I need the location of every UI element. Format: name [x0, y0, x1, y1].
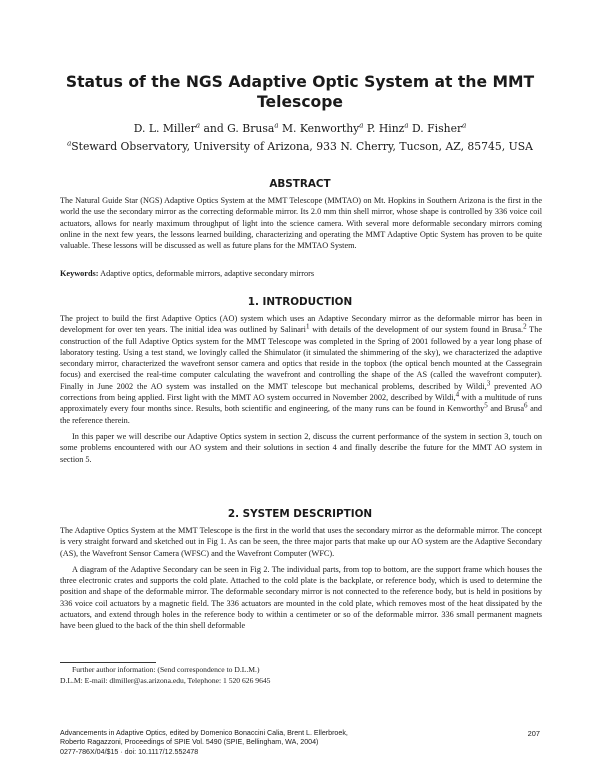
author-affil-mark: a — [404, 121, 409, 130]
footnote-line-2: D.L.M: E-mail: dlmiller@as.arizona.edu, Telephone: 1 520 626 9645 — [60, 675, 271, 685]
citation-3: 3 — [486, 379, 491, 388]
author-affil-mark: a — [359, 121, 364, 130]
author-affil-mark: a — [462, 121, 467, 130]
footer-line-2: Roberto Ragazzoni, Proceedings of SPIE Vol. 5490 (SPIE, Bellingham, WA, 2004) — [60, 738, 319, 747]
intro-text: The construction of the full Adaptive Optics system for the MMT Telescope was completed in the Spring of 2001 followed by a year long phase of laboratory testing. Using a test stand, we lovingly called the Shimulator (it simulated the shimmering of the sky), we characterized the adaptive secondary mirror, characterized the wavefront sensor camera and optics that reside in the topbox (the optical bench mounted at the Cassegrain focus) and exercised the real-time computer calculating the wavefront and controlling the shape of the AS (called the wavefront computer). Finally in June 2002 the AO system was installed on the MMT telescope but mechanical problems, described by Wildi, — [60, 325, 542, 391]
intro-text: with details of the development of our system found in Brusa. — [309, 325, 524, 335]
affiliation-mark: a — [67, 139, 72, 148]
author-fisher: D. Fisher — [408, 122, 463, 135]
intro-text: The project to build the first Adaptive Optics (AO) system which uses an Adaptive Secondary mirror as the deformable mirror has been in development for over ten years. The initial idea was outlined by Salinari — [60, 314, 542, 335]
author-brusa: and G. Brusa — [200, 122, 275, 135]
section-1-heading: 1. INTRODUCTION — [247, 296, 353, 308]
section-2-body — [60, 525, 542, 632]
intro-paragraph-1 — [60, 313, 542, 426]
publication-footer — [60, 729, 480, 757]
citation-5: 5 — [484, 401, 488, 410]
abstract-text: The Natural Guide Star (NGS) Adaptive Optics System at the MMT Telescope (MMTAO) on Mt. Hopkins in Southern Arizona is the first in the world the use the secondary mirror as the correcting deformable mirror. Its 2.0 mm thin shell mirror, whose shape is controlled by 336 voice coil actuators, allows for nearly maximum throughput of light into the science camera. With several more deformable secondary mirrors coming online in the next few years, the lessons learned building, characterizing and operating the MMT Adaptive Optic System has proven to be quite valuable. These lessons will be discussed as well as future plans for the MMTAO System. — [60, 196, 542, 251]
footnote — [60, 665, 540, 686]
citation-2: 2 — [523, 322, 527, 331]
affiliation-text: Steward Observatory, University of Arizona, 933 N. Cherry, Tucson, AZ, 85745, USA — [71, 140, 533, 153]
footer-line-3: 0277-786X/04/$15 · doi: 10.1117/12.552478 — [60, 747, 199, 756]
system-paragraph-2: A diagram of the Adaptive Secondary can be seen in Fig 2. The individual parts, from top to bottom, are the support frame which houses the three electronic crates and supports the cold plate. Attached to the cold plate is the backplate, or reference body, which is used to determine the position and shape of the deformable mirror. The deformable secondary mirror is not connected to the reference body, but is held in positions by 336 voice coil actuators by a magnetic field. The 336 actuators are mounted in the cold plate, which removes most of the heat dissipated by the actuators, and extend through holes in the reference body to within a centimeter or so of the deformable mirror. 336 small permanent magnets have been glued to the back of the thin shell deformable — [60, 564, 542, 631]
intro-text: and Brusa — [487, 404, 525, 414]
footnote-line-1: Further author information: (Send correspondence to D.L.M.) — [72, 665, 260, 674]
intro-text: and the reference therein. — [60, 404, 542, 425]
footnote-divider — [60, 662, 156, 663]
citation-1: 1 — [305, 322, 310, 331]
page-number: 207 — [527, 729, 540, 738]
paper-title — [60, 72, 540, 112]
affiliation — [40, 140, 560, 154]
author-hinz: P. Hinz — [363, 122, 405, 135]
keywords-text: Adaptive optics, deformable mirrors, adaptive secondary mirrors — [98, 269, 315, 278]
footer-line-1: Advancements in Adaptive Optics, edited by Domenico Bonaccini Calia, Brent L. Ellerbroek, — [60, 729, 348, 737]
intro-text: prevented AO corrections from being applied. First light with the MMT AO system occurred in November 2002, described by Wildi, — [60, 381, 542, 403]
keywords — [60, 268, 542, 279]
author-list — [60, 122, 540, 136]
citation-4: 4 — [455, 390, 460, 399]
author-affil-mark: a — [195, 121, 201, 130]
section-1-body — [60, 313, 542, 465]
abstract-heading: ABSTRACT — [269, 178, 331, 190]
abstract-body — [60, 195, 542, 251]
author-affil-mark: a — [274, 121, 279, 130]
intro-text: with a multitude of runs approximately every four months since. Results, both scientific and engineering, of the many runs can be found in Kenworthy — [60, 393, 542, 414]
citation-6: 6 — [524, 401, 528, 410]
system-paragraph-1: The Adaptive Optics System at the MMT Telescope is the first in the world that uses the secondary mirror as the deformable mirror. The concept is very straight forward and sketched out in Fig 1. As can be seen, the three major parts that make up our AO system are the Adaptive Secondary (AS), the Wavefront Sensor Camera (WFSC) and the Wavefront Computer (WFC). — [60, 526, 542, 558]
keywords-label: Keywords: — [60, 269, 99, 278]
title-line-2: Telescope — [256, 93, 344, 111]
author-kenworthy: M. Kenworthy — [278, 122, 360, 135]
section-2-heading: 2. SYSTEM DESCRIPTION — [227, 508, 373, 520]
title-line-1: Status of the NGS Adaptive Optic System at the MMT — [65, 73, 535, 91]
intro-paragraph-2: In this paper we will describe our Adaptive Optics system in section 2, discuss the current performance of the system in section 3, touch on some problems encountered with our AO system and their solutions in section 4 and finally describe the future for the MMT AO system in section 5. — [60, 431, 542, 464]
author-miller: D. L. Miller — [133, 122, 196, 135]
